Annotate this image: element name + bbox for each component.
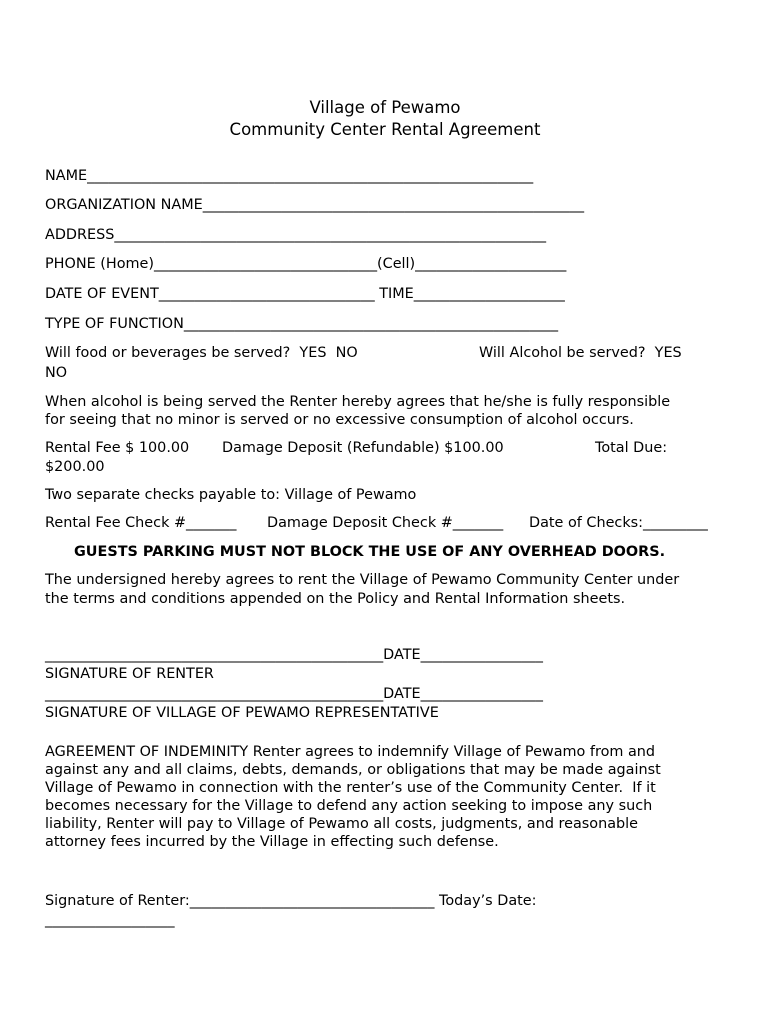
- organization-name-field[interactable]: ORGANIZATION NAME_____________________________________________________: [45, 197, 585, 213]
- indemnity-text-line: Village of Pewamo in connection with the renter’s use of the Community Center. If it: [45, 780, 656, 796]
- indemnity-text-line: attorney fees incurred by the Village in effecting such defense.: [45, 834, 499, 850]
- indemnity-text-line: liability, Renter will pay to Village of Pewamo all costs, judgments, and reasonable: [45, 816, 639, 832]
- alcohol-statement-line: When alcohol is being served the Renter hereby agrees that he/she is fully responsible: [45, 394, 671, 410]
- todays-date-field[interactable]: __________________: [45, 912, 175, 928]
- agreement-text-line: The undersigned hereby agrees to rent the Village of Pewamo Community Center under: [45, 572, 680, 588]
- damage-deposit: Damage Deposit (Refundable) $100.00: [222, 440, 504, 456]
- damage-deposit-check-field[interactable]: Damage Deposit Check #_______: [267, 515, 504, 531]
- total-due-label: Total Due:: [595, 440, 668, 456]
- rental-fee: Rental Fee $ 100.00: [45, 440, 190, 456]
- phone-field[interactable]: PHONE (Home)_______________________________(Cell)_____________________: [45, 256, 567, 272]
- alcohol-statement-line: for seeing that no minor is served or no excessive consumption of alcohol occurs.: [45, 412, 634, 428]
- checks-payable: Two separate checks payable to: Village of Pewamo: [45, 487, 417, 503]
- address-field[interactable]: ADDRESS____________________________________________________________: [45, 227, 547, 243]
- indemnity-text-line: AGREEMENT OF INDEMINITY Renter agrees to indemnify Village of Pewamo from and: [45, 744, 656, 760]
- indemnity-text-line: against any and all claims, debts, demands, or obligations that may be made against: [45, 762, 661, 778]
- date-of-checks-field[interactable]: Date of Checks:_________: [529, 515, 708, 531]
- agreement-text-line: the terms and conditions appended on the Policy and Rental Information sheets.: [45, 591, 626, 607]
- date-time-field[interactable]: DATE OF EVENT______________________________ TIME_____________________: [45, 286, 565, 302]
- indemnity-text-line: becomes necessary for the Village to defend any action seeking to impose any such: [45, 798, 653, 814]
- representative-signature-label: SIGNATURE OF VILLAGE OF PEWAMO REPRESENTATIVE: [45, 705, 439, 721]
- representative-signature-line[interactable]: _______________________________________________DATE_________________: [45, 686, 543, 702]
- total-due-value: $200.00: [45, 459, 105, 475]
- food-question: Will food or beverages be served? YES NO: [45, 345, 358, 361]
- document-subtitle: Community Center Rental Agreement: [229, 120, 541, 139]
- name-field[interactable]: NAME______________________________________________________________: [45, 168, 534, 184]
- final-renter-signature-field[interactable]: Signature of Renter:__________________________________ Today’s Date:: [45, 893, 537, 909]
- renter-signature-line[interactable]: _______________________________________________DATE_________________: [45, 647, 543, 663]
- alcohol-question: Will Alcohol be served? YES: [479, 345, 682, 361]
- rental-fee-check-field[interactable]: Rental Fee Check #_______: [45, 515, 237, 531]
- function-type-field[interactable]: TYPE OF FUNCTION____________________________________________________: [45, 316, 559, 332]
- document-title: Village of Pewamo: [309, 98, 461, 117]
- alcohol-question-no: NO: [45, 365, 68, 381]
- renter-signature-label: SIGNATURE OF RENTER: [45, 666, 214, 682]
- parking-notice: GUESTS PARKING MUST NOT BLOCK THE USE OF ANY OVERHEAD DOORS.: [74, 544, 666, 560]
